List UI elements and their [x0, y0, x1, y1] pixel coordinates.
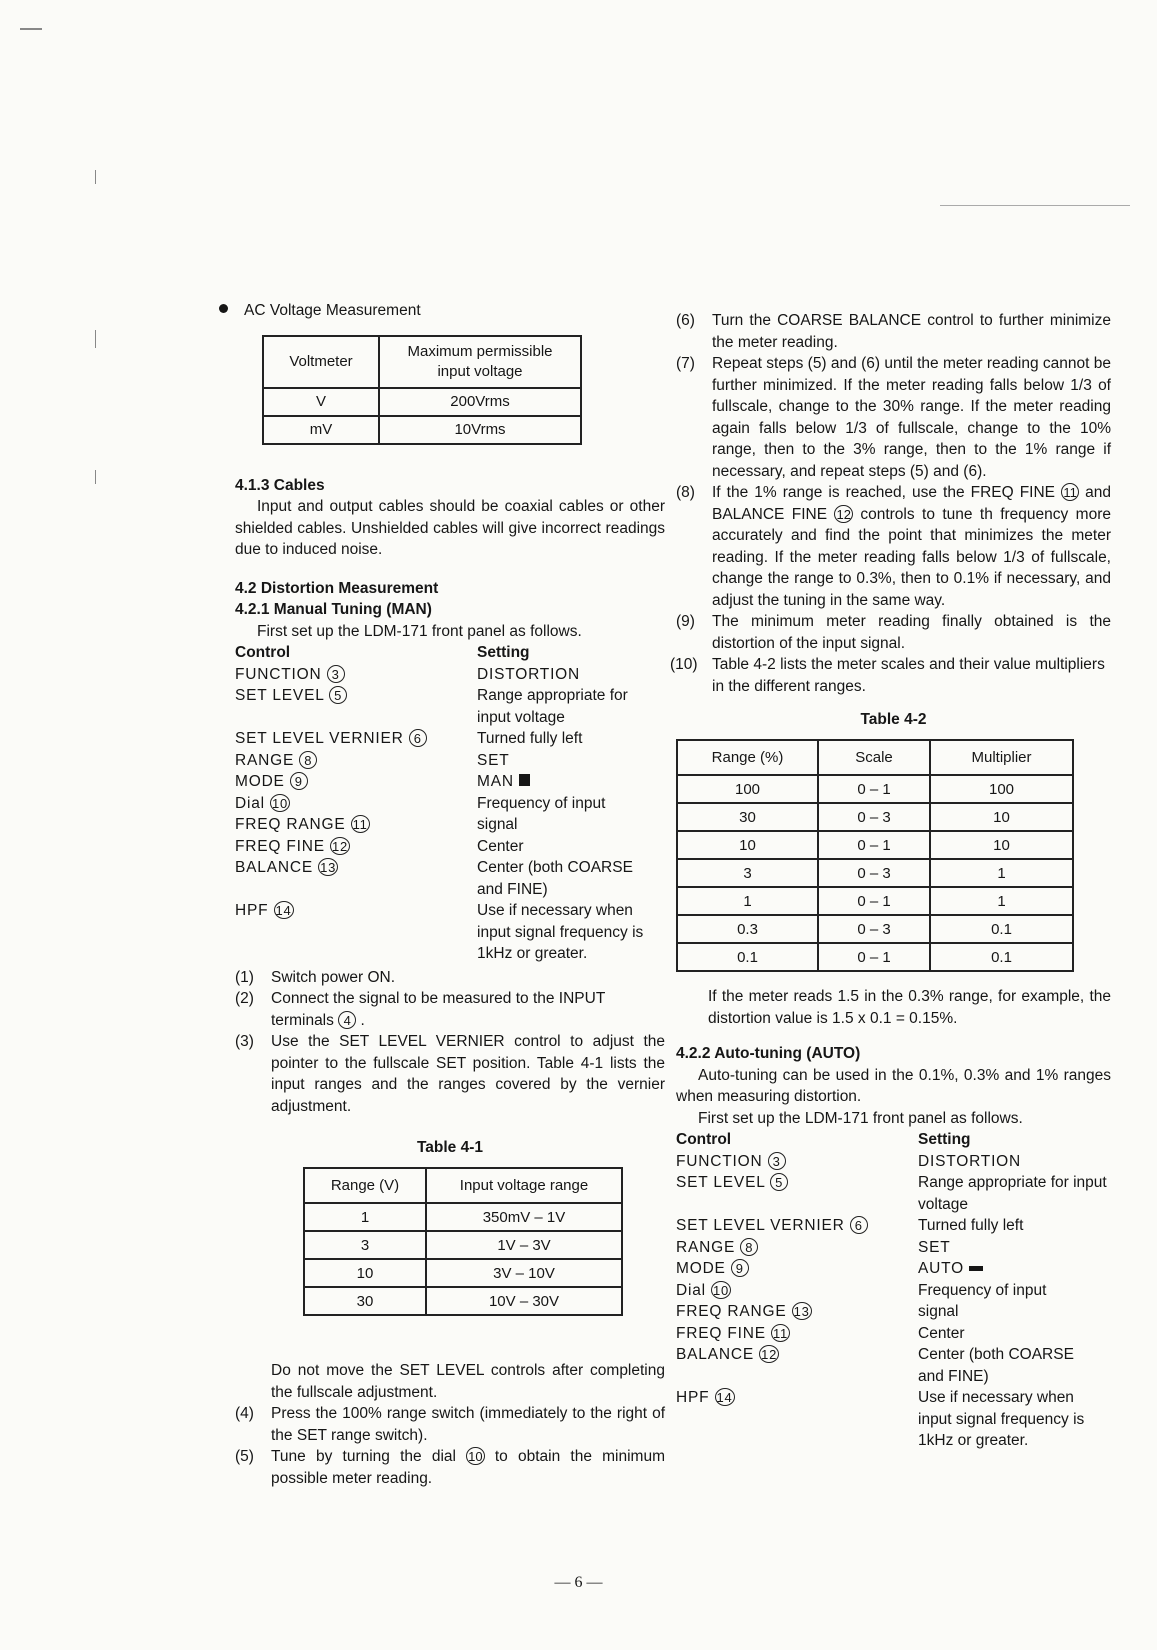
- table-cell: V: [263, 388, 379, 416]
- mode-indicator-icon: [969, 1266, 983, 1271]
- callout-number: 4: [338, 1011, 356, 1029]
- table-row: 0.3 0 – 3 0.1: [677, 915, 1073, 943]
- control-setting: signal: [477, 816, 518, 833]
- manual-tuning-heading: 4.2.1 Manual Tuning (MAN): [235, 601, 432, 618]
- control-name: RANGE 8: [235, 750, 477, 772]
- scan-mark: [95, 170, 96, 184]
- table-row: 3 1V – 3V: [304, 1231, 622, 1259]
- auto-tuning-heading: 4.2.2 Auto-tuning (AUTO): [676, 1045, 861, 1062]
- callout-number: 6: [409, 729, 427, 747]
- control-setting: Range appropriate for input voltage: [918, 1174, 1107, 1213]
- table-cell: 200Vrms: [379, 388, 581, 416]
- table-row: 30 10V – 30V: [304, 1287, 622, 1315]
- control-setting: DISTORTION: [918, 1152, 1022, 1170]
- auto-text: Auto-tuning can be used in the 0.1%, 0.3% and 1% ranges when measuring distortion.: [676, 1066, 1111, 1105]
- control-setting: Use if necessary when input signal frequency is 1kHz or greater.: [918, 1389, 1085, 1449]
- table-row: [263, 416, 581, 444]
- ac-heading: AC Voltage Measurement: [244, 302, 421, 319]
- callout-number: 14: [275, 903, 292, 918]
- control-name: HPF 14: [235, 902, 292, 919]
- table-4-2: [676, 739, 1074, 972]
- control-name: MODE 9: [235, 771, 477, 793]
- control-name: SET LEVEL 5: [235, 685, 477, 728]
- callout-number: 13: [793, 1304, 810, 1319]
- control-setting: Center (both COARSE and FINE): [477, 859, 633, 898]
- callout-number: 12: [836, 506, 851, 522]
- callout-number: 5: [770, 1173, 788, 1191]
- control-name: SET LEVEL VERNIER 6: [235, 728, 477, 750]
- example-text: If the meter reads 1.5 in the 0.3% range, for example, the distortion value is 1.5 x 0.1 = 0.15%.: [708, 988, 1111, 1027]
- control-name: FUNCTION 3: [676, 1151, 918, 1173]
- table-header-row: [263, 336, 581, 388]
- callout-number: 10: [272, 795, 289, 811]
- control-setting: Turned fully left: [477, 730, 583, 747]
- list-item: (10) Table 4-2 lists the meter scales and their value multipliers in the different ranges.: [670, 656, 1105, 695]
- control-setting: Use if necessary when input signal frequency is 1kHz or greater.: [477, 902, 644, 962]
- control-name: FREQ FINE 11: [676, 1324, 789, 1342]
- table-row: 1 350mV – 1V: [304, 1203, 622, 1231]
- callout-number: 9: [731, 1259, 749, 1277]
- cables-text: Input and output cables should be coaxial cables or other shielded cables. Unshielded cables will give incorrect readings due to induced noise.: [235, 498, 665, 558]
- control-setting: Turned fully left: [918, 1217, 1024, 1234]
- control-header: Control: [235, 644, 291, 661]
- control-setting: Range appropriate for input voltage: [477, 687, 628, 726]
- list-item: (8) If the 1% range is reached, use the FREQ FINE 11 and BALANCE FINE 12 controls to tune th frequency more accurately and find the point that minimizes the meter reading. If the meter reading falls below 1/3 of fullscale, change the range to 0.3%, then to 0.1% if necessary, and adjust the tuning in the same way.: [676, 484, 1111, 609]
- control-setting: SET: [918, 1238, 951, 1256]
- manual-control-table: [235, 642, 665, 965]
- table-header-cell: Range (V): [304, 1168, 426, 1203]
- mode-indicator-icon: [519, 774, 530, 786]
- cables-heading: 4.1.3 Cables: [235, 476, 325, 494]
- callout-number: 10: [713, 1282, 730, 1298]
- control-name: SET LEVEL 5: [676, 1172, 918, 1215]
- callout-number: 8: [740, 1238, 758, 1256]
- control-setting: Frequency of input: [918, 1281, 1047, 1299]
- distortion-heading: 4.2 Distortion Measurement: [235, 579, 439, 597]
- setting-header: Setting: [477, 644, 530, 661]
- control-setting: Frequency of input: [477, 794, 606, 812]
- control-setting: Center: [477, 837, 524, 855]
- table-cell: 10Vrms: [379, 416, 581, 444]
- table-4-1-caption: Table 4-1: [416, 1139, 484, 1156]
- control-setting: Center: [918, 1324, 965, 1342]
- control-name: RANGE 8: [676, 1237, 918, 1259]
- table-header-cell: Multiplier: [930, 740, 1073, 775]
- callout-number: 11: [1061, 483, 1079, 501]
- control-name: FUNCTION 3: [235, 664, 477, 686]
- control-name: Dial 10: [676, 1281, 730, 1299]
- control-name: FREQ FINE 12: [235, 837, 349, 855]
- table-row: 10 3V – 10V: [304, 1259, 622, 1287]
- bullet-icon: [219, 304, 228, 313]
- callout-number: 11: [772, 1325, 789, 1341]
- control-name: FREQ RANGE 13: [676, 1303, 810, 1320]
- table-header-cell: Maximum permissible input voltage: [379, 336, 581, 388]
- control-name: Dial 10: [235, 794, 289, 812]
- callout-number: 8: [299, 751, 317, 769]
- step-list: [235, 1403, 665, 1489]
- table-header-cell: Scale: [818, 740, 930, 775]
- note-text: Do not move the SET LEVEL controls after completing the fullscale adjustment.: [271, 1362, 665, 1401]
- scan-mark: [940, 205, 1130, 206]
- callout-number: 3: [768, 1152, 786, 1170]
- control-setting: Center (both COARSE and FINE): [918, 1346, 1074, 1385]
- table-row: 10 0 – 1 10: [677, 831, 1073, 859]
- list-item: (1) Switch power ON.: [235, 968, 396, 986]
- setup-text: First set up the LDM-171 front panel as follows.: [698, 1109, 1023, 1127]
- table-header-cell: Range (%): [677, 740, 818, 775]
- scan-mark: [95, 330, 96, 348]
- callout-number: 13: [320, 860, 337, 875]
- ac-heading-row: [219, 300, 665, 322]
- table-header-row: [677, 740, 1073, 775]
- control-header: Control: [676, 1131, 732, 1148]
- control-name: FREQ RANGE 11: [235, 816, 368, 833]
- control-setting: AUTO: [918, 1258, 1111, 1280]
- callout-number: 5: [329, 686, 347, 704]
- control-name: SET LEVEL VERNIER 6: [676, 1215, 918, 1237]
- control-setting: SET: [477, 751, 510, 769]
- list-item: (7) Repeat steps (5) and (6) until the meter reading cannot be further minimized. If the meter reading falls below 1/3 of fullscale, change to the 30% range. If the meter reading again falls below 1/3 of fullscale, change to the 10% range, then to the 3% range, then to the 1% range if necessary, and repeat steps (5) and (6).: [676, 355, 1111, 480]
- callout-number: 10: [468, 1449, 483, 1464]
- list-item: (3) Use the SET LEVEL VERNIER control to adjust the pointer to the fullscale SET position. Table 4-1 lists the input ranges and the ranges covered by the vernier adjustment.: [235, 1033, 665, 1115]
- control-name: HPF 14: [676, 1389, 733, 1406]
- callout-number: 6: [850, 1216, 868, 1234]
- scan-mark: [95, 470, 96, 484]
- list-item: (2) Connect the signal to be measured to the INPUT terminals 4 .: [235, 990, 606, 1029]
- list-item: (4) Press the 100% range switch (immediately to the right of the SET range switch).: [235, 1405, 665, 1444]
- callout-number: 11: [352, 817, 368, 832]
- table-header-row: [304, 1168, 622, 1203]
- table-row: 3 0 – 3 1: [677, 859, 1073, 887]
- table-4-2-caption: Table 4-2: [860, 711, 927, 728]
- table-header-cell: Voltmeter: [263, 336, 379, 388]
- ac-voltage-table: [262, 335, 582, 445]
- setup-text: First set up the LDM-171 front panel as follows.: [257, 622, 582, 640]
- page-number: — 6 —: [554, 1574, 603, 1591]
- right-column: [670, 310, 1111, 1452]
- callout-number: 9: [290, 772, 308, 790]
- list-item: (5) Tune by turning the dial 10 to obtain the minimum possible meter reading.: [235, 1448, 665, 1487]
- left-column: [235, 300, 665, 1489]
- scan-mark: [20, 28, 42, 30]
- control-name: BALANCE 12: [676, 1346, 778, 1363]
- callout-number: 12: [331, 838, 349, 854]
- control-setting: signal: [918, 1303, 959, 1320]
- table-header-cell: Input voltage range: [426, 1168, 622, 1203]
- control-setting: DISTORTION: [477, 665, 581, 683]
- table-row: 1 0 – 1 1: [677, 887, 1073, 915]
- table-row: [263, 388, 581, 416]
- step-list: [235, 967, 665, 1118]
- callout-number: 12: [761, 1347, 778, 1362]
- setting-header: Setting: [918, 1131, 971, 1148]
- table-4-1: [303, 1167, 623, 1316]
- control-setting: MAN: [477, 771, 665, 793]
- table-row: 30 0 – 3 10: [677, 803, 1073, 831]
- table-row: 100 0 – 1 100: [677, 775, 1073, 803]
- table-cell: mV: [263, 416, 379, 444]
- callout-number: 14: [716, 1390, 733, 1405]
- callout-number: 3: [327, 665, 345, 683]
- auto-control-table: [676, 1129, 1111, 1452]
- step-list: [670, 310, 1111, 697]
- control-name: BALANCE 13: [235, 859, 337, 876]
- list-item: (6) Turn the COARSE BALANCE control to further minimize the meter reading.: [676, 312, 1111, 351]
- table-row: 0.1 0 – 1 0.1: [677, 943, 1073, 971]
- control-name: MODE 9: [676, 1258, 918, 1280]
- list-item: (9) The minimum meter reading finally obtained is the distortion of the input signal.: [676, 613, 1111, 652]
